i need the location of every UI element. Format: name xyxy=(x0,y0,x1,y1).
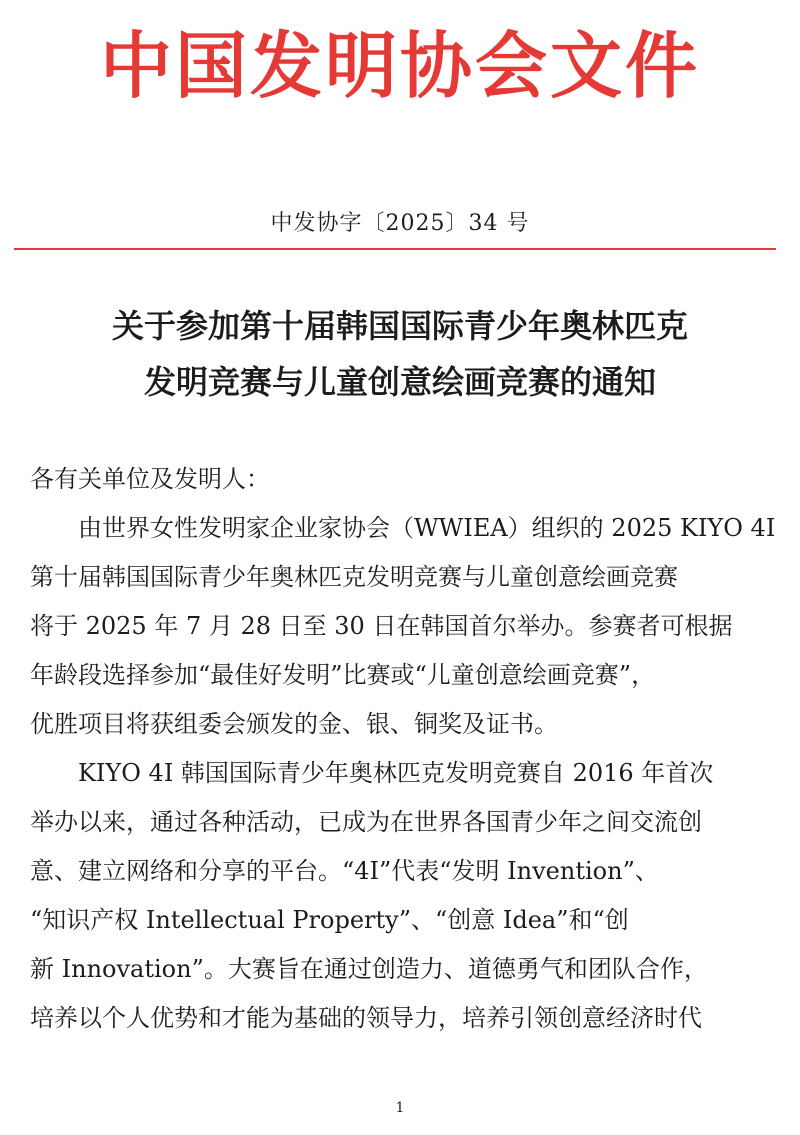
body-line: 优胜项目将获组委会颁发的金、银、铜奖及证书。 xyxy=(30,710,558,738)
notice-title-line-1: 关于参加第十届韩国国际青少年奥林匹克 xyxy=(111,307,688,345)
body-line: “知识产权 Intellectual Property”、“创意 Idea”和“创 xyxy=(30,906,629,934)
notice-body xyxy=(30,455,775,1043)
body-line: 将于 2025 年 7 月 28 日至 30 日在韩国首尔举办。参赛者可根据 xyxy=(30,612,733,640)
body-line: 年龄段选择参加“最佳好发明”比赛或“儿童创意绘画竞赛”， xyxy=(30,661,656,689)
body-line: 由世界女性发明家企业家协会（WWIEA）组织的 2025 KIYO 4I xyxy=(30,514,776,542)
body-line: KIYO 4I 韩国国际青少年奥林匹克发明竞赛自 2016 年首次 xyxy=(30,759,714,787)
notice-title-line-2: 发明竞赛与儿童创意绘画竞赛的通知 xyxy=(143,363,656,401)
notice-title xyxy=(0,298,800,410)
page-number: 1 xyxy=(395,1100,405,1116)
document-number: 中发协字〔2025〕34 号 xyxy=(270,211,530,236)
body-line: 第十届韩国国际青少年奥林匹克发明竞赛与儿童创意绘画竞赛 xyxy=(30,563,678,591)
body-line: 意、建立网络和分享的平台。“4I”代表“发明 Invention”、 xyxy=(30,857,659,885)
body-line: 新 Innovation”。大赛旨在通过创造力、道德勇气和团队合作， xyxy=(30,955,708,983)
salutation: 各有关单位及发明人： xyxy=(30,465,270,493)
red-divider-line xyxy=(14,248,776,250)
document-header-title: 中国发明协会文件 xyxy=(99,24,700,108)
body-line: 举办以来，通过各种活动，已成为在世界各国青少年之间交流创 xyxy=(30,808,702,836)
body-line: 培养以个人优势和才能为基础的领导力，培养引领创意经济时代 xyxy=(30,1004,702,1032)
